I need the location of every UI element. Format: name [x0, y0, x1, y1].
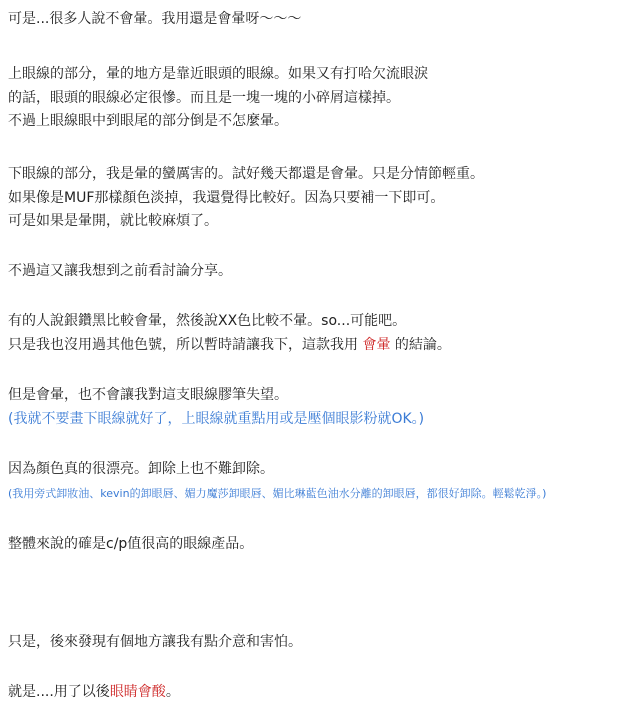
paragraph-line	[8, 682, 180, 702]
line-text: 。	[165, 684, 180, 700]
paragraph-line: 有的人說銀鑽黑比較會暈，然後說XX色比較不暈。so...可能吧。	[8, 313, 407, 329]
paragraph-line	[8, 335, 451, 355]
note-line: (我用旁式卸妝油、kevin的卸眼唇、媚力魔莎卸眼唇、媚比琳藍色油水分離的卸眼唇，都很好卸除。輕鬆乾淨。)	[8, 487, 547, 500]
paragraph-line: 整體來說的確是c/p值很高的眼線產品。	[8, 536, 254, 552]
line-text: 只是我也沒用過其他色號，所以暫時請讓我下，這款我用	[8, 337, 363, 353]
paragraph-line: 不過上眼線眼中到眼尾的部分倒是不怎麼暈。	[8, 113, 288, 129]
paragraph-line: 可是...很多人說不會暈。我用還是會暈呀～～～	[8, 11, 302, 27]
paragraph-line: 但是會暈，也不會讓我對這支眼線膠筆失望。	[8, 387, 288, 403]
paragraph-line: 上眼線的部分，暈的地方是靠近眼頭的眼線。如果又有打哈欠流眼淚	[8, 66, 428, 82]
paragraph-line: 的話，眼頭的眼線必定很慘。而且是一塊一塊的小碎屑這樣掉。	[8, 90, 400, 106]
highlight-text: 眼睛會酸	[109, 684, 166, 700]
paragraph-line: 可是如果是暈開，就比較麻煩了。	[8, 213, 218, 229]
paragraph-line: 只是，後來發現有個地方讓我有點介意和害怕。	[8, 634, 302, 650]
paragraph-line: 不過這又讓我想到之前看討論分享。	[8, 263, 232, 279]
paragraph-line: 如果像是MUF那樣顏色淡掉，我還覺得比較好。因為只要補一下即可。	[8, 190, 445, 206]
highlight-text: 會暈	[362, 337, 391, 353]
line-text: 就是....用了以後	[8, 684, 110, 700]
paragraph-line: 下眼線的部分，我是暈的蠻厲害的。試好幾天都還是會暈。只是分情節輕重。	[8, 166, 484, 182]
paragraph-line: 因為顏色真的很漂亮。卸除上也不難卸除。	[8, 461, 274, 477]
note-line: (我就不要畫下眼線就好了，上眼線就重點用或是壓個眼影粉就OK。)	[8, 411, 425, 427]
line-text: 的結論。	[390, 337, 451, 353]
